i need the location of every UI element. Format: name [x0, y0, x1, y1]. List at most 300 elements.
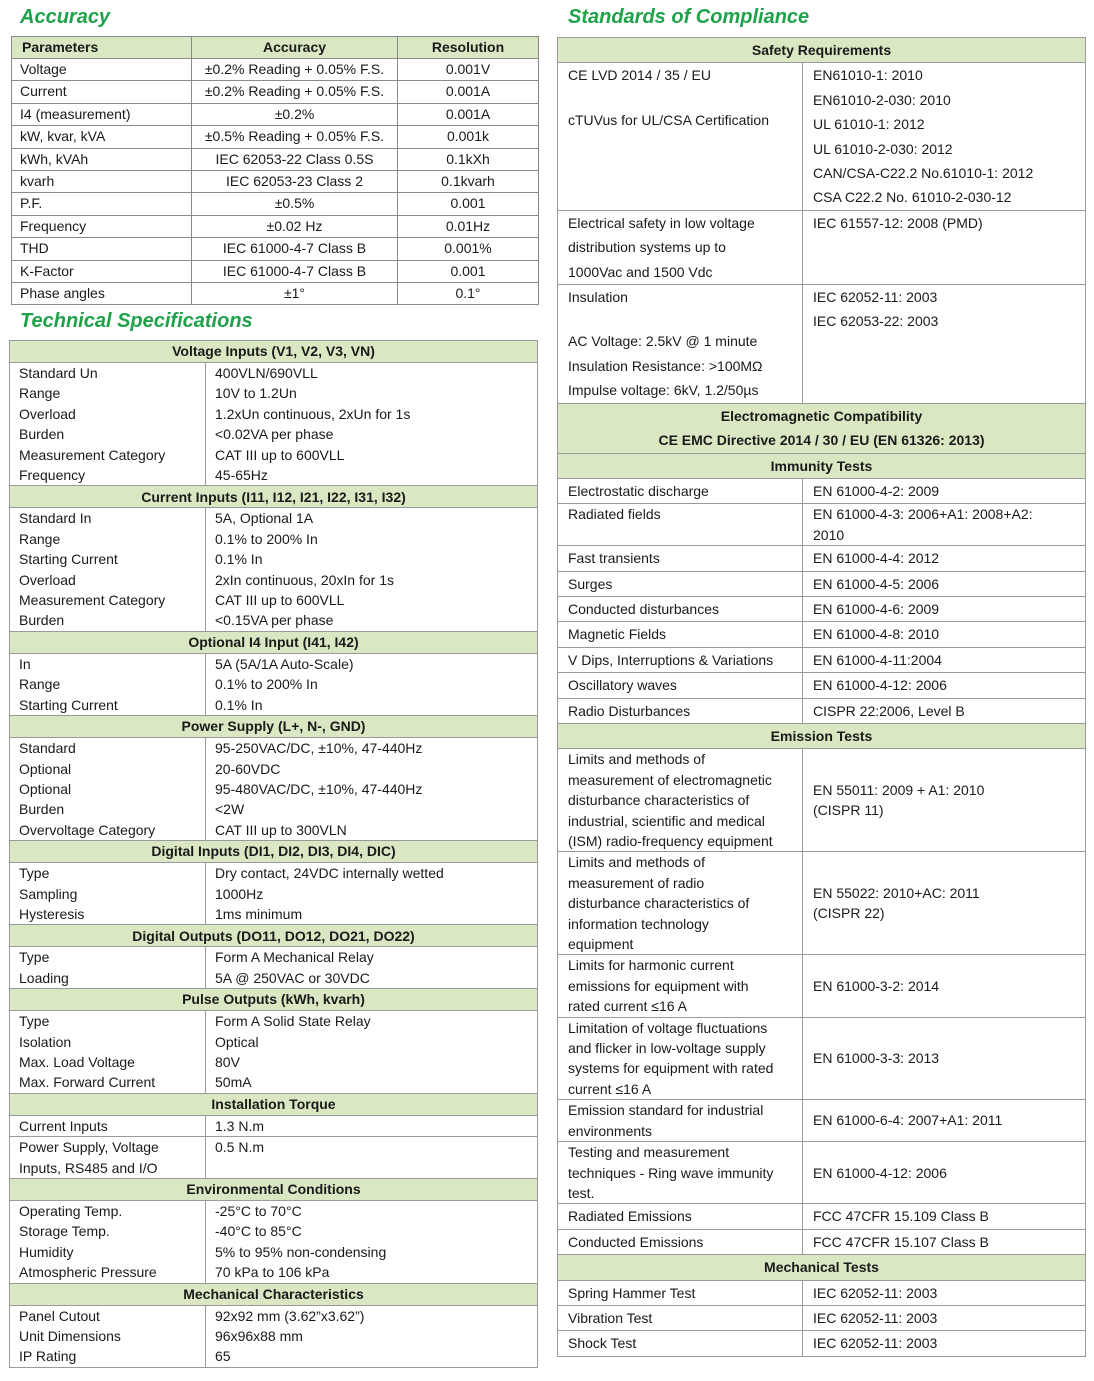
test-description [558, 1100, 803, 1142]
accuracy-row [12, 170, 539, 192]
cell-line: cTUVus for UL/CSA Certification [568, 111, 769, 128]
parameter-cell: Frequency [12, 215, 192, 237]
standard-row [558, 698, 1086, 723]
spec-values [206, 1305, 538, 1367]
cell-line: 65 [215, 1348, 231, 1365]
cell-line: EN 61000-4-12: 2006 [813, 1164, 947, 1181]
accuracy-cell: ±0.2% Reading + 0.05% F.S. [192, 81, 398, 103]
cell-line: Testing and measurement [568, 1144, 730, 1161]
spec-group-row [10, 738, 538, 841]
test-description [558, 955, 803, 1017]
spec-values [206, 1011, 538, 1094]
standard-reference [803, 1331, 1086, 1356]
cell-line: Surges [568, 575, 613, 592]
standard-reference [803, 1142, 1086, 1204]
cell-line: Standard In [19, 510, 92, 527]
cell-line: EN 61000-4-8: 2010 [813, 626, 940, 643]
resolution-cell: 0.1° [398, 282, 539, 304]
cell-line: equipment [568, 936, 634, 953]
cell-line: IP Rating [19, 1348, 77, 1365]
cell-line: Limitation of voltage fluctuations [568, 1019, 768, 1036]
standard-row [558, 1229, 1086, 1254]
cell-line: Insulation Resistance: >100MΩ [568, 357, 763, 374]
emission-header-row [558, 723, 1086, 748]
cell-line: Conducted Emissions [568, 1233, 704, 1250]
test-description [558, 1229, 803, 1254]
cell-line: 1.2xUn continuous, 2xUn for 1s [215, 405, 411, 422]
standard-row [558, 1305, 1086, 1330]
cell-line: Overload [19, 405, 76, 422]
standard-reference [803, 673, 1086, 698]
standard-row [558, 1204, 1086, 1229]
resolution-cell: 0.1kvarh [398, 170, 539, 192]
spec-group-row [10, 1115, 538, 1136]
cell-line: 92x92 mm (3.62”x3.62”) [215, 1307, 365, 1324]
cell-line: <0.02VA per phase [215, 426, 334, 443]
cell-line: (ISM) radio-frequency equipment [568, 833, 773, 849]
cell-line: Spring Hammer Test [568, 1284, 696, 1301]
cell-line: CAT III up to 600VLL [215, 592, 345, 609]
accuracy-cell: IEC 62053-23 Class 2 [192, 170, 398, 192]
accuracy-table [11, 36, 539, 305]
section-heading: Installation Torque [10, 1093, 538, 1115]
parameter-cell: kvarh [12, 170, 192, 192]
standard-reference [803, 1229, 1086, 1254]
section-header-row [10, 1093, 538, 1115]
test-description [558, 647, 803, 672]
cell-line: information technology [568, 915, 709, 932]
cell-line: Storage Temp. [19, 1223, 110, 1240]
spec-values [206, 1137, 538, 1179]
cell-line: IEC 62052-11: 2003 [813, 1284, 938, 1301]
cell-line: V Dips, Interruptions & Variations [568, 651, 774, 668]
cell-line: Dry contact, 24VDC internally wetted [215, 865, 444, 882]
cell-line: IEC 62052-11: 2003 [813, 1335, 938, 1352]
cell-line: Measurement Category [19, 446, 166, 463]
cell-line: Current Inputs [19, 1117, 108, 1134]
standard-reference [803, 698, 1086, 723]
standard-row [558, 571, 1086, 596]
cell-line: Electrostatic discharge [568, 482, 709, 499]
standard-reference [803, 546, 1086, 571]
cell-line: IEC 62053-22: 2003 [813, 313, 939, 330]
cell-line: Standard Un [19, 365, 98, 381]
section-heading: Mechanical Tests [558, 1255, 1086, 1280]
cell-line: Range [19, 530, 61, 547]
test-description [558, 571, 803, 596]
cell-line: rated current ≤16 A [568, 998, 687, 1015]
section-heading: Pulse Outputs (kWh, kvarh) [10, 989, 538, 1011]
accuracy-cell: ±0.2% Reading + 0.05% F.S. [192, 59, 398, 81]
standard-reference [803, 1017, 1086, 1100]
spec-labels [10, 947, 206, 989]
cell-line: 5A, Optional 1A [215, 510, 314, 527]
cell-line: industrial, scientific and medical [568, 812, 765, 829]
standard-row [558, 504, 1086, 546]
standard-row [558, 1017, 1086, 1100]
accuracy-cell: ±0.5% [192, 193, 398, 215]
cell-line: 1.3 N.m [215, 1117, 265, 1134]
cell-line: Radiated fields [568, 506, 661, 523]
accuracy-row [12, 282, 539, 304]
test-description [558, 478, 803, 503]
spec-group-row [10, 863, 538, 925]
spec-values [206, 363, 538, 486]
cell-line: CE LVD 2014 / 35 / EU [568, 67, 711, 84]
parameter-cell: kWh, kVAh [12, 148, 192, 170]
section-heading: Emission Tests [558, 723, 1086, 748]
cell-line: measurement of radio [568, 874, 705, 891]
standard-row [558, 673, 1086, 698]
immunity-header-row [558, 453, 1086, 478]
cell-line: Range [19, 676, 61, 693]
cell-line: current ≤16 A [568, 1080, 652, 1097]
cell-line: Starting Current [19, 551, 118, 568]
cell-line: EN 61000-3-3: 2013 [813, 1050, 940, 1067]
cell-line: disturbance characteristics of [568, 792, 750, 809]
standard-reference [803, 210, 1086, 284]
test-description [558, 1331, 803, 1356]
cell-line: disturbance characteristics of [568, 895, 750, 912]
resolution-cell: 0.001 [398, 260, 539, 282]
section-header-row [10, 486, 538, 508]
cell-line: Standard [19, 740, 76, 757]
spec-labels [10, 1305, 206, 1367]
parameter-cell: Voltage [12, 59, 192, 81]
cell-line: FCC 47CFR 15.109 Class B [813, 1208, 989, 1225]
section-heading: Immunity Tests [558, 453, 1086, 478]
cell-line: Unit Dimensions [19, 1328, 121, 1345]
spec-values [206, 947, 538, 989]
cell-line: Inputs, RS485 and I/O [19, 1159, 158, 1176]
parameter-cell: K-Factor [12, 260, 192, 282]
cell-line: Optional [19, 760, 72, 777]
column-header: Resolution [398, 37, 539, 59]
technical-specifications-title: Technical Specifications [20, 310, 253, 332]
cell-line: Atmospheric Pressure [19, 1264, 157, 1281]
cell-line: Shock Test [568, 1335, 637, 1352]
parameter-cell: THD [12, 238, 192, 260]
accuracy-row [12, 81, 539, 103]
cell-line: 96x96x88 mm [215, 1328, 303, 1345]
section-heading: Environmental Conditions [10, 1179, 538, 1201]
section-heading: Power Supply (L+, N-, GND) [10, 716, 538, 738]
spec-values [206, 508, 538, 631]
cell-line: <0.15VA per phase [215, 612, 334, 629]
section-heading: Current Inputs (I11, I12, I21, I22, I31, I32) [10, 486, 538, 508]
cell-line: Fast transients [568, 550, 660, 567]
cell-line: UL 61010-1: 2012 [813, 116, 925, 133]
test-description [558, 63, 803, 210]
cell-line: -25°C to 70°C [215, 1203, 302, 1219]
spec-group-row [10, 363, 538, 486]
accuracy-row [12, 126, 539, 148]
spec-labels [10, 653, 206, 715]
section-header-row [10, 631, 538, 653]
technical-specifications-table [9, 340, 538, 1368]
cell-line: Max. Forward Current [19, 1074, 156, 1091]
accuracy-cell: IEC 61000-4-7 Class B [192, 260, 398, 282]
cell-line: Limits and methods of [568, 854, 705, 871]
spec-group-row [10, 1201, 538, 1284]
section-header-row [10, 1179, 538, 1201]
cell-line: 20-60VDC [215, 760, 281, 777]
column-header: Accuracy [192, 37, 398, 59]
spec-labels [10, 363, 206, 486]
accuracy-row [12, 260, 539, 282]
standard-reference [803, 1305, 1086, 1330]
section-header-row [10, 841, 538, 863]
accuracy-row [12, 238, 539, 260]
section-header-row [10, 341, 538, 363]
cell-line: EN 61000-6-4: 2007+A1: 2011 [813, 1112, 1003, 1129]
spec-labels [10, 508, 206, 631]
cell-line: EN 61000-4-11:2004 [813, 651, 942, 668]
accuracy-cell: ±0.2% [192, 103, 398, 125]
emc-heading-line1: Electromagnetic Compatibility [720, 407, 923, 424]
standard-row [558, 478, 1086, 503]
cell-line: Hysteresis [19, 905, 85, 922]
cell-line: techniques - Ring wave immunity [568, 1164, 774, 1181]
cell-line: distribution systems up to [568, 239, 726, 256]
resolution-cell: 0.001V [398, 59, 539, 81]
spec-values [206, 863, 538, 925]
cell-line: CAT III up to 600VLL [215, 446, 345, 463]
accuracy-cell: IEC 62053-22 Class 0.5S [192, 148, 398, 170]
cell-line: CAT III up to 300VLN [215, 821, 347, 838]
spec-group-row [10, 1011, 538, 1094]
spec-labels [10, 1137, 206, 1179]
cell-line: 1000Vac and 1500 Vdc [568, 263, 713, 280]
standards-title: Standards of Compliance [568, 6, 810, 28]
cell-line: Starting Current [19, 696, 118, 713]
standard-row [558, 210, 1086, 284]
cell-line: systems for equipment with rated [568, 1060, 774, 1077]
test-description [558, 698, 803, 723]
cell-line: environments [568, 1122, 653, 1139]
test-description [558, 673, 803, 698]
spacer [568, 88, 792, 108]
parameter-cell: kW, kvar, kVA [12, 126, 192, 148]
cell-line: Overload [19, 571, 76, 588]
resolution-cell: 0.001A [398, 103, 539, 125]
cell-line: measurement of electromagnetic [568, 771, 772, 788]
accuracy-row [12, 215, 539, 237]
cell-line: Power Supply, Voltage [19, 1139, 159, 1156]
cell-line: EN61010-1: 2010 [813, 67, 923, 84]
cell-line: UL 61010-2-030: 2012 [813, 140, 953, 157]
cell-line: Conducted disturbances [568, 600, 719, 617]
cell-line: EN 61000-3-2: 2014 [813, 977, 940, 994]
section-heading: Voltage Inputs (V1, V2, V3, VN) [10, 341, 538, 363]
standard-row [558, 622, 1086, 647]
spec-labels [10, 1115, 206, 1136]
standard-reference [803, 63, 1086, 210]
cell-line: Emission standard for industrial [568, 1102, 764, 1119]
standard-row [558, 647, 1086, 672]
cell-line: 5A @ 250VAC or 30VDC [215, 969, 370, 986]
cell-line: 5A (5A/1A Auto-Scale) [215, 655, 354, 672]
cell-line: Form A Solid State Relay [215, 1013, 371, 1030]
spec-group-row [10, 947, 538, 989]
cell-line: CISPR 22:2006, Level B [813, 702, 965, 719]
cell-line: CSA C22.2 No. 61010-2-030-12 [813, 189, 1012, 206]
column-header: Parameters [12, 37, 192, 59]
accuracy-cell: IEC 61000-4-7 Class B [192, 238, 398, 260]
cell-line: test. [568, 1184, 595, 1201]
cell-line: 95-250VAC/DC, ±10%, 47-440Hz [215, 740, 423, 757]
test-description [558, 622, 803, 647]
cell-line: EN 61000-4-4: 2012 [813, 550, 940, 567]
cell-line: 50mA [215, 1074, 252, 1091]
standard-reference [803, 647, 1086, 672]
cell-line: -40°C to 85°C [215, 1223, 302, 1240]
test-description [558, 546, 803, 571]
spacer [568, 309, 792, 329]
resolution-cell: 0.001A [398, 81, 539, 103]
emc-header-row [558, 403, 1086, 453]
standard-row [558, 546, 1086, 571]
cell-line: Form A Mechanical Relay [215, 949, 374, 966]
test-description [558, 1305, 803, 1330]
cell-line: CAN/CSA-C22.2 No.61010-1: 2012 [813, 165, 1034, 182]
cell-line: In [19, 655, 31, 672]
test-description [558, 596, 803, 621]
spec-labels [10, 738, 206, 841]
mechanical-header-row [558, 1255, 1086, 1280]
standard-row [558, 285, 1086, 404]
resolution-cell: 0.001 [398, 193, 539, 215]
cell-line: Vibration Test [568, 1309, 653, 1326]
cell-line: IEC 62052-11: 2003 [813, 289, 938, 306]
accuracy-title: Accuracy [20, 6, 111, 28]
cell-line: 0.1% to 200% In [215, 676, 318, 693]
standard-row [558, 1100, 1086, 1142]
cell-line: <2W [215, 801, 245, 818]
standard-reference [803, 622, 1086, 647]
test-description [558, 749, 803, 852]
test-description [558, 1204, 803, 1229]
cell-line: FCC 47CFR 15.107 Class B [813, 1233, 989, 1250]
cell-line: Range [19, 385, 61, 402]
cell-line: Insulation [568, 289, 628, 306]
standard-reference [803, 749, 1086, 852]
standard-row [558, 63, 1086, 210]
parameter-cell: Current [12, 81, 192, 103]
accuracy-row [12, 59, 539, 81]
accuracy-row [12, 103, 539, 125]
cell-line: Optical [215, 1033, 259, 1050]
section-heading: Safety Requirements [558, 38, 1086, 63]
standard-reference [803, 852, 1086, 955]
standard-row [558, 852, 1086, 955]
cell-line: EN 61000-4-3: 2006+A1: 2008+A2: [813, 506, 1033, 523]
parameter-cell: Phase angles [12, 282, 192, 304]
cell-line: 10V to 1.2Un [215, 385, 297, 402]
cell-line: Frequency [19, 467, 86, 484]
test-description [558, 504, 803, 546]
cell-line: IEC 62052-11: 2003 [813, 1309, 938, 1326]
cell-line: Max. Load Voltage [19, 1053, 135, 1070]
cell-line: 0.1% In [215, 696, 263, 713]
test-description [558, 285, 803, 404]
standard-row [558, 1331, 1086, 1356]
standard-reference [803, 1204, 1086, 1229]
spec-labels [10, 1201, 206, 1284]
resolution-cell: 0.01Hz [398, 215, 539, 237]
cell-line: Limits and methods of [568, 751, 705, 768]
cell-line: 400VLN/690VLL [215, 365, 318, 381]
standard-row [558, 955, 1086, 1017]
standard-reference [803, 596, 1086, 621]
cell-line: emissions for equipment with [568, 977, 749, 994]
cell-line: Burden [19, 612, 65, 629]
cell-line: Operating Temp. [19, 1203, 123, 1219]
cell-line: IEC 61557-12: 2008 (PMD) [813, 214, 983, 231]
parameter-cell: P.F. [12, 193, 192, 215]
test-description [558, 210, 803, 284]
test-description [558, 852, 803, 955]
cell-line: EN 55022: 2010+AC: 2011 [813, 885, 980, 902]
cell-line: 1000Hz [215, 885, 264, 902]
cell-line: AC Voltage: 2.5kV @ 1 minute [568, 333, 758, 350]
cell-line: Electrical safety in low voltage [568, 214, 755, 231]
spec-labels [10, 1011, 206, 1094]
resolution-cell: 0.001k [398, 126, 539, 148]
cell-line: Burden [19, 426, 65, 443]
spec-values [206, 1201, 538, 1284]
standard-reference [803, 504, 1086, 546]
cell-line: EN61010-2-030: 2010 [813, 91, 951, 108]
cell-line: Limits for harmonic current [568, 957, 734, 974]
cell-line: Sampling [19, 885, 78, 902]
standard-reference [803, 1280, 1086, 1305]
spec-labels [10, 863, 206, 925]
resolution-cell: 0.1kXh [398, 148, 539, 170]
test-description [558, 1280, 803, 1305]
standard-reference [803, 571, 1086, 596]
cell-line: Oscillatory waves [568, 677, 677, 694]
cell-line: Type [19, 949, 50, 966]
spec-values [206, 653, 538, 715]
standard-row [558, 749, 1086, 852]
standards-table [557, 37, 1086, 1357]
standard-reference [803, 1100, 1086, 1142]
cell-line: and flicker in low-voltage supply [568, 1040, 766, 1057]
cell-line: Isolation [19, 1033, 72, 1050]
cell-line: 70 kPa to 106 kPa [215, 1264, 330, 1281]
cell-line: 0.5 N.m [215, 1139, 265, 1156]
cell-line: Overvoltage Category [19, 821, 156, 838]
cell-line: Loading [19, 969, 69, 986]
resolution-cell: 0.001% [398, 238, 539, 260]
cell-line: (CISPR 22) [813, 905, 885, 922]
cell-line: Magnetic Fields [568, 626, 667, 643]
accuracy-row [12, 148, 539, 170]
spec-group-row [10, 508, 538, 631]
section-header-row [10, 716, 538, 738]
cell-line: 95-480VAC/DC, ±10%, 47-440Hz [215, 780, 423, 797]
accuracy-header-row [12, 37, 539, 59]
section-heading: Optional I4 Input (I41, I42) [10, 631, 538, 653]
cell-line: EN 61000-4-12: 2006 [813, 677, 947, 694]
spec-group-row [10, 653, 538, 715]
section-heading: Digital Outputs (DO11, DO12, DO21, DO22) [10, 925, 538, 947]
accuracy-cell: ±0.5% Reading + 0.05% F.S. [192, 126, 398, 148]
accuracy-row [12, 193, 539, 215]
standard-reference [803, 955, 1086, 1017]
emc-heading [558, 403, 1086, 453]
